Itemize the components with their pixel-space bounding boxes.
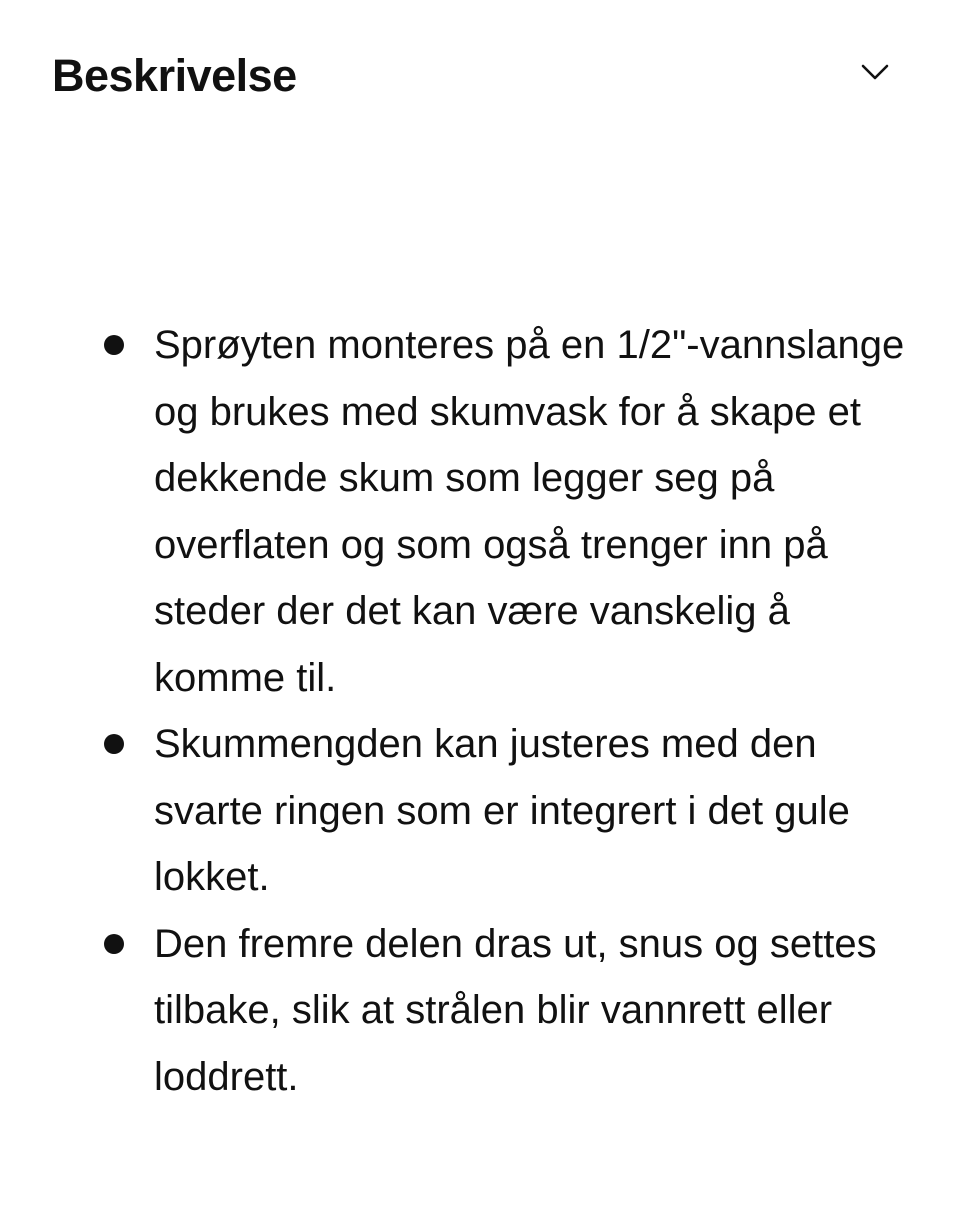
section-title: Beskrivelse (52, 50, 297, 101)
list-item-text: Sprøyten monteres på en 1/2"-vannslange og brukes med skumvask for å skape et dekkende skum som legger seg på overflaten og som også trenger inn på steder der det kan være vanskelig å komme til. (154, 323, 905, 700)
list-item (0, 911, 960, 1111)
bullet-icon (104, 734, 124, 754)
bullet-icon (104, 934, 124, 954)
description-accordion-header[interactable] (0, 0, 960, 150)
bullet-icon (104, 335, 124, 355)
description-list (0, 312, 960, 1110)
list-item (0, 312, 960, 711)
list-item-text: Skummengden kan justeres med den svarte ringen som er integrert i det gule lokket. (154, 722, 850, 899)
list-item-text: Den fremre delen dras ut, snus og settes tilbake, slik at strålen blir vannrett eller loddrett. (154, 921, 877, 1099)
expand-collapse-button[interactable] (850, 48, 900, 98)
list-item (0, 711, 960, 911)
chevron-down-icon (850, 48, 900, 98)
